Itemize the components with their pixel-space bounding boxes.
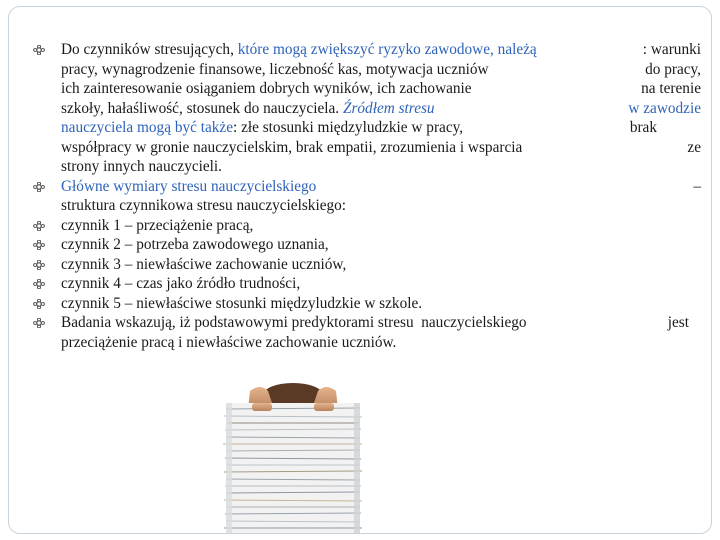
text-line: [61, 138, 701, 158]
list-item: [25, 216, 701, 236]
text-run: –: [693, 177, 701, 195]
text-run: : złe stosunki międzyludzkie w pracy,: [233, 119, 464, 136]
text-run: Do czynników stresujących,: [61, 41, 238, 58]
flower-bullet-icon: [33, 45, 45, 55]
text-line: [61, 118, 701, 138]
paper-stack-photo: [210, 383, 376, 534]
text-run: jest: [667, 314, 689, 331]
text-line: [61, 196, 701, 216]
flower-bullet-icon: [33, 260, 45, 270]
text-line: czynnik 2 – potrzeba zawodowego uznania,: [61, 236, 329, 253]
flower-bullet-icon: [33, 221, 45, 231]
text-run: : warunki: [642, 41, 701, 58]
text-run: szkoły, hałaśliwość, stosunek do nauczyciela.: [61, 99, 343, 117]
list-item: [25, 177, 701, 216]
flower-bullet-icon: [33, 279, 45, 289]
flower-bullet-icon: [33, 318, 45, 328]
list-item: [25, 40, 701, 177]
text-line: [61, 99, 701, 119]
text-run: przeciążenie pracą i niewłaściwe zachowanie uczniów.: [61, 333, 397, 351]
text-run: strony innych nauczycieli.: [61, 158, 222, 175]
list-item: [25, 294, 701, 314]
text-line: [61, 157, 701, 177]
slide: [8, 6, 712, 534]
text-line: [61, 79, 701, 99]
highlight-text: nauczyciela mogą być także: [61, 119, 233, 136]
text-line: [61, 313, 701, 333]
flower-bullet-icon: [33, 299, 45, 309]
text-line: [61, 333, 701, 353]
text-line: [61, 60, 701, 80]
text-line: czynnik 3 – niewłaściwe zachowanie uczniów,: [61, 255, 347, 273]
text-line: czynnik 1 – przeciążenie pracą,: [61, 216, 254, 234]
highlight-text: Główne wymiary stresu nauczycielskiego: [61, 177, 317, 195]
text-run: Badania wskazują, iż podstawowymi predyktorami stresu nauczycielskiego: [61, 314, 527, 331]
text-run: na terenie: [641, 80, 701, 97]
text-run: ze: [687, 138, 701, 156]
text-line: [61, 40, 701, 60]
list-item: [25, 313, 701, 352]
text-line: czynnik 4 – czas jako źródło trudności,: [61, 275, 301, 292]
flower-bullet-icon: [33, 240, 45, 250]
list-item: [25, 255, 701, 275]
flower-bullet-icon: [33, 182, 45, 192]
highlight-text: które mogą zwiększyć ryzyko zawodowe, należą: [237, 41, 537, 58]
list-item: [25, 274, 701, 294]
text-run: do pracy,: [645, 60, 701, 78]
text-run: struktura czynnikowa stresu nauczycielskiego:: [61, 197, 347, 214]
highlight-text: w zawodzie: [628, 99, 701, 117]
text-line: czynnik 5 – niewłaściwe stosunki międzyludzkie w szkole.: [61, 294, 423, 312]
text-run: pracy, wynagrodzenie finansowe, liczebność kas, motywacja uczniów: [61, 60, 489, 78]
bullet-list: [25, 40, 701, 352]
text-run: ich zainteresowanie osiąganiem dobrych wyników, ich zachowanie: [61, 80, 472, 97]
text-line: [61, 177, 701, 197]
text-run: brak: [629, 119, 657, 136]
list-item: [25, 235, 701, 255]
highlight-text: Źródłem stresu: [342, 99, 435, 117]
text-run: współpracy w gronie nauczycielskim, brak empatii, zrozumienia i wsparcia: [61, 138, 523, 156]
